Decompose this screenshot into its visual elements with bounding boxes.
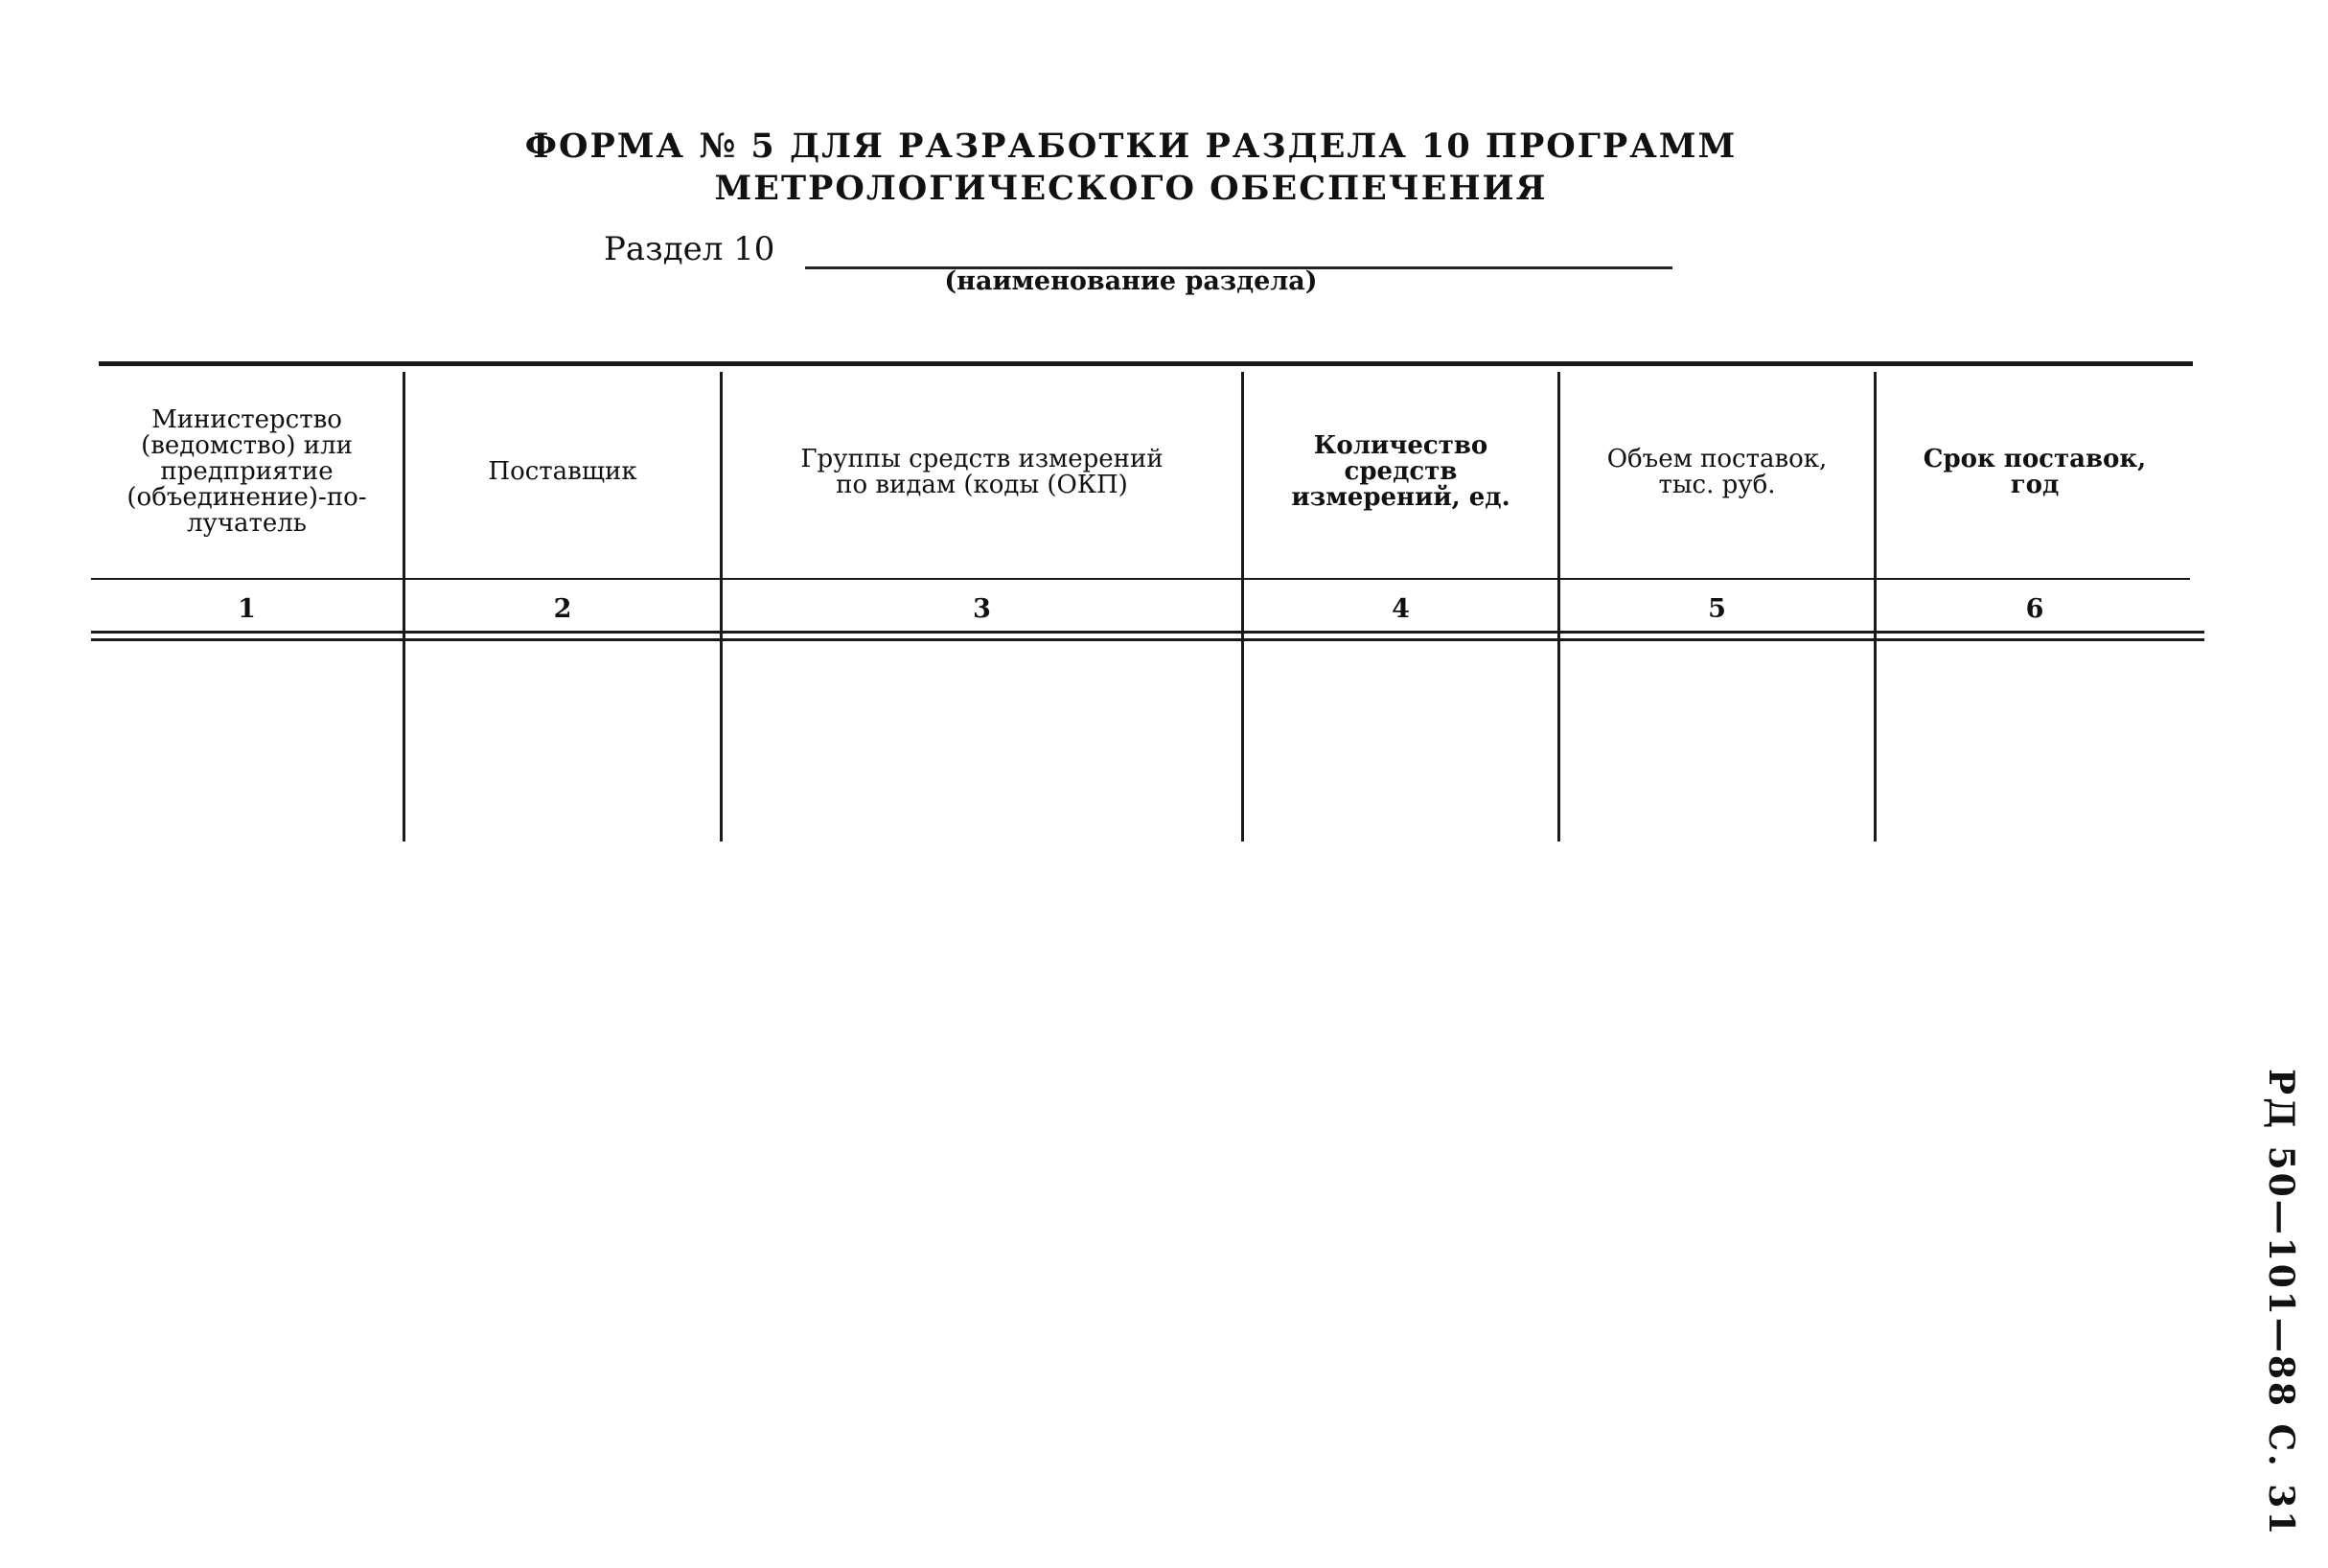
- column-header-quantity: Количество средств измерений, ед.: [1291, 431, 1510, 512]
- column-number: 4: [1392, 594, 1410, 624]
- number-row-double-rule: [91, 638, 2204, 641]
- table-top-rule: [99, 361, 2193, 366]
- column-header-volume: Объем поставок, тыс. руб.: [1606, 444, 1828, 499]
- column-number: 5: [1708, 594, 1726, 624]
- column-number: 3: [973, 594, 991, 624]
- column-number: 1: [238, 594, 256, 624]
- section-caption: (наименование раздела): [944, 266, 1318, 296]
- column-header-supplier: Поставщик: [488, 457, 637, 486]
- page-reference: [2261, 1069, 2301, 1538]
- page-reference-text: РД 50—101—88 С. 31: [2261, 1069, 2301, 1538]
- section-label: Раздел 10: [604, 230, 775, 268]
- form-title-line-1: ФОРМА № 5 ДЛЯ РАЗРАБОТКИ РАЗДЕЛА 10 ПРОГРАММ: [524, 127, 1738, 166]
- column-number: 6: [2025, 594, 2044, 624]
- column-header-delivery-year: Срок поставок, год: [1923, 444, 2147, 499]
- column-header-ministry: Министерство (ведомство) или предприятие (объединение)-по- лучатель: [127, 405, 367, 538]
- column-number: 2: [553, 594, 572, 624]
- number-row-bottom-rule: [91, 631, 2204, 634]
- form-title-line-2: МЕТРОЛОГИЧЕСКОГО ОБЕСПЕЧЕНИЯ: [714, 169, 1548, 208]
- column-header-instrument-groups: Группы средств измерений по видам (коды (ОКП): [800, 444, 1164, 499]
